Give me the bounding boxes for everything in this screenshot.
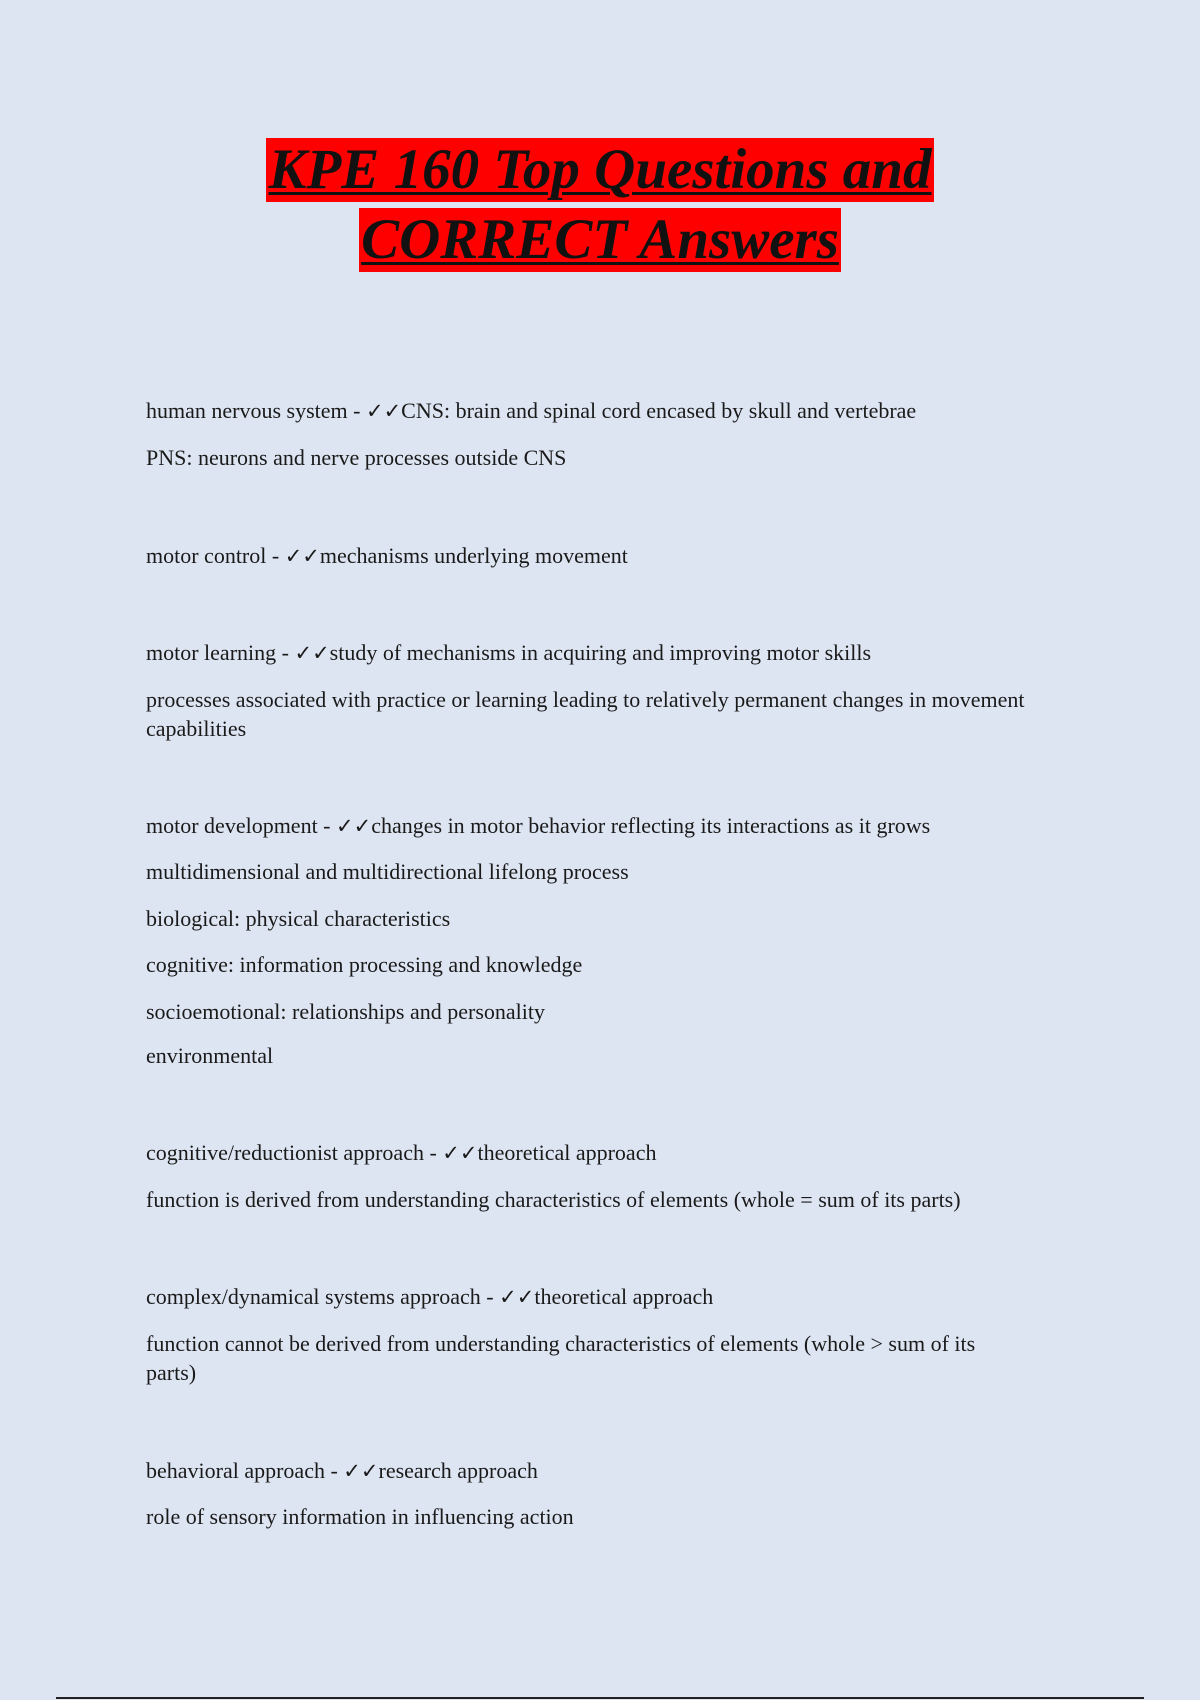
qa-definition: theoretical approach xyxy=(534,1284,714,1309)
qa-detail: biological: physical characteristics xyxy=(146,906,451,931)
qa-detail: PNS: neurons and nerve processes outside CNS xyxy=(146,445,567,470)
qa-question-line xyxy=(146,541,628,571)
qa-detail: environmental xyxy=(146,1043,274,1068)
qa-detail: function is derived from understanding characteristics of elements (whole = sum of its parts) xyxy=(146,1187,961,1212)
qa-question-line xyxy=(146,638,871,668)
qa-term: complex/dynamical systems approach - xyxy=(146,1284,500,1309)
double-check-icon: ✓✓ xyxy=(343,1459,379,1483)
qa-definition: research approach xyxy=(378,1458,538,1483)
qa-definition: changes in motor behavior reflecting its interactions as it grows xyxy=(371,813,931,838)
double-check-icon: ✓✓ xyxy=(365,399,402,423)
qa-term: motor learning - xyxy=(146,640,295,665)
qa-definition: mechanisms underlying movement xyxy=(319,543,628,568)
title-line-1: KPE 160 Top Questions and xyxy=(268,138,932,201)
qa-question-line xyxy=(146,1282,713,1312)
qa-detail: function cannot be derived from understanding characteristics of elements (whole > sum of its parts) xyxy=(146,1331,976,1385)
qa-definition: study of mechanisms in acquiring and improving motor skills xyxy=(329,640,872,665)
title-line-2: CORRECT Answers xyxy=(361,208,839,271)
qa-detail: processes associated with practice or learning leading to relatively permanent changes in movement capabilities xyxy=(146,687,1025,741)
qa-question-line xyxy=(146,811,930,841)
document-title xyxy=(0,138,1200,278)
page-bottom-divider xyxy=(56,1697,1144,1699)
qa-question-line xyxy=(146,396,916,426)
qa-detail: multidimensional and multidirectional lifelong process xyxy=(146,859,629,884)
double-check-icon: ✓✓ xyxy=(284,544,320,568)
double-check-icon: ✓✓ xyxy=(336,814,372,838)
qa-question-line xyxy=(146,1456,538,1486)
qa-definition: theoretical approach xyxy=(477,1140,657,1165)
qa-detail: socioemotional: relationships and personality xyxy=(146,999,545,1024)
qa-detail: cognitive: information processing and knowledge xyxy=(146,952,583,977)
double-check-icon: ✓✓ xyxy=(499,1285,535,1309)
qa-definition: CNS: brain and spinal cord encased by skull and vertebrae xyxy=(401,398,917,423)
qa-term: cognitive/reductionist approach - xyxy=(146,1140,443,1165)
qa-term: human nervous system - xyxy=(146,398,366,423)
qa-term: motor development - xyxy=(146,813,337,838)
qa-detail: role of sensory information in influencing action xyxy=(146,1504,574,1529)
double-check-icon: ✓✓ xyxy=(294,641,330,665)
qa-term: motor control - xyxy=(146,543,285,568)
qa-question-line xyxy=(146,1138,656,1168)
qa-term: behavioral approach - xyxy=(146,1458,344,1483)
double-check-icon: ✓✓ xyxy=(442,1141,478,1165)
